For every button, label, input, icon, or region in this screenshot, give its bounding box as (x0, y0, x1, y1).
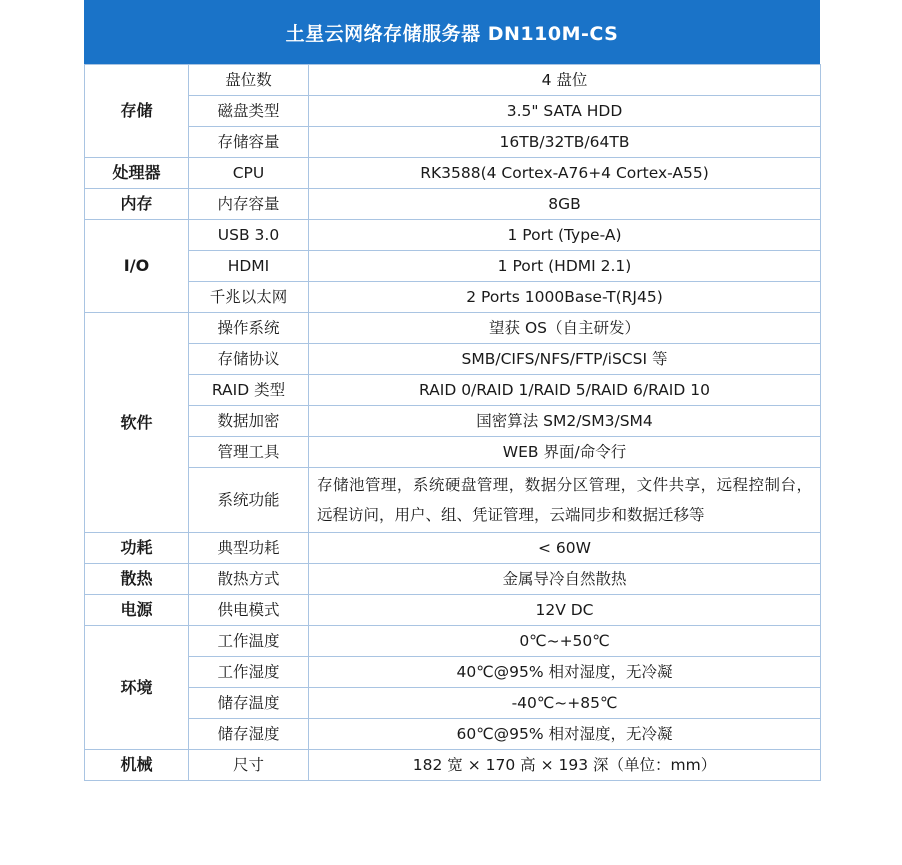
value-cell: 国密算法 SM2/SM3/SM4 (309, 406, 821, 437)
spec-row (85, 65, 821, 96)
value-cell: SMB/CIFS/NFS/FTP/iSCSI 等 (309, 344, 821, 375)
parameter-cell: 千兆以太网 (189, 282, 309, 313)
parameter-cell: 操作系统 (189, 313, 309, 344)
spec-row (85, 688, 821, 719)
parameter-cell: 尺寸 (189, 750, 309, 781)
spec-row (85, 468, 821, 533)
spec-row (85, 595, 821, 626)
spec-row (85, 750, 821, 781)
parameter-cell: 工作湿度 (189, 657, 309, 688)
parameter-cell: 盘位数 (189, 65, 309, 96)
spec-row (85, 406, 821, 437)
parameter-cell: 存储协议 (189, 344, 309, 375)
value-cell: 40℃@95% 相对湿度，无冷凝 (309, 657, 821, 688)
spec-row (85, 282, 821, 313)
spec-row (85, 96, 821, 127)
value-cell: RAID 0/RAID 1/RAID 5/RAID 6/RAID 10 (309, 375, 821, 406)
spec-row (85, 251, 821, 282)
value-cell: 金属导冷自然散热 (309, 564, 821, 595)
spec-table-body (85, 65, 821, 781)
parameter-cell: 储存湿度 (189, 719, 309, 750)
value-cell: 存储池管理，系统硬盘管理，数据分区管理，文件共享，远程控制台，远程访问，用户、组、凭证管理，云端同步和数据迁移等 (309, 468, 821, 533)
value-cell: 60℃@95% 相对湿度，无冷凝 (309, 719, 821, 750)
value-cell: 1 Port (HDMI 2.1) (309, 251, 821, 282)
value-cell: -40℃~+85℃ (309, 688, 821, 719)
spec-row (85, 437, 821, 468)
spec-row (85, 220, 821, 251)
category-cell: 机械 (85, 750, 189, 781)
parameter-cell: 数据加密 (189, 406, 309, 437)
value-cell: 1 Port (Type-A) (309, 220, 821, 251)
spec-row (85, 719, 821, 750)
parameter-cell: 管理工具 (189, 437, 309, 468)
parameter-cell: 系统功能 (189, 468, 309, 533)
category-cell: 电源 (85, 595, 189, 626)
category-cell: 散热 (85, 564, 189, 595)
value-cell: 16TB/32TB/64TB (309, 127, 821, 158)
value-cell: WEB 界面/命令行 (309, 437, 821, 468)
value-cell: 3.5" SATA HDD (309, 96, 821, 127)
spec-row (85, 189, 821, 220)
spec-row (85, 313, 821, 344)
category-cell: 存储 (85, 65, 189, 158)
spec-row (85, 626, 821, 657)
value-cell: 8GB (309, 189, 821, 220)
value-cell: 12V DC (309, 595, 821, 626)
value-cell: 0℃~+50℃ (309, 626, 821, 657)
parameter-cell: CPU (189, 158, 309, 189)
category-cell: 处理器 (85, 158, 189, 189)
spec-row (85, 564, 821, 595)
parameter-cell: 典型功耗 (189, 533, 309, 564)
value-cell: 望获 OS（自主研发） (309, 313, 821, 344)
value-cell: 182 宽 × 170 高 × 193 深（单位：mm） (309, 750, 821, 781)
spec-table (84, 64, 821, 781)
spec-sheet (84, 0, 820, 781)
parameter-cell: RAID 类型 (189, 375, 309, 406)
spec-row (85, 127, 821, 158)
category-cell: 功耗 (85, 533, 189, 564)
spec-row (85, 158, 821, 189)
parameter-cell: 工作温度 (189, 626, 309, 657)
parameter-cell: 磁盘类型 (189, 96, 309, 127)
spec-row (85, 375, 821, 406)
value-cell: 4 盘位 (309, 65, 821, 96)
value-cell: < 60W (309, 533, 821, 564)
spec-row (85, 344, 821, 375)
category-cell: 环境 (85, 626, 189, 750)
parameter-cell: 内存容量 (189, 189, 309, 220)
parameter-cell: 散热方式 (189, 564, 309, 595)
category-cell: 内存 (85, 189, 189, 220)
spec-table-title: 土星云网络存储服务器 DN110M-CS (84, 0, 820, 64)
parameter-cell: 供电模式 (189, 595, 309, 626)
value-cell: 2 Ports 1000Base-T(RJ45) (309, 282, 821, 313)
parameter-cell: HDMI (189, 251, 309, 282)
category-cell: I/O (85, 220, 189, 313)
parameter-cell: 储存温度 (189, 688, 309, 719)
spec-row (85, 533, 821, 564)
category-cell: 软件 (85, 313, 189, 533)
value-cell: RK3588(4 Cortex-A76+4 Cortex-A55) (309, 158, 821, 189)
spec-row (85, 657, 821, 688)
parameter-cell: USB 3.0 (189, 220, 309, 251)
parameter-cell: 存储容量 (189, 127, 309, 158)
